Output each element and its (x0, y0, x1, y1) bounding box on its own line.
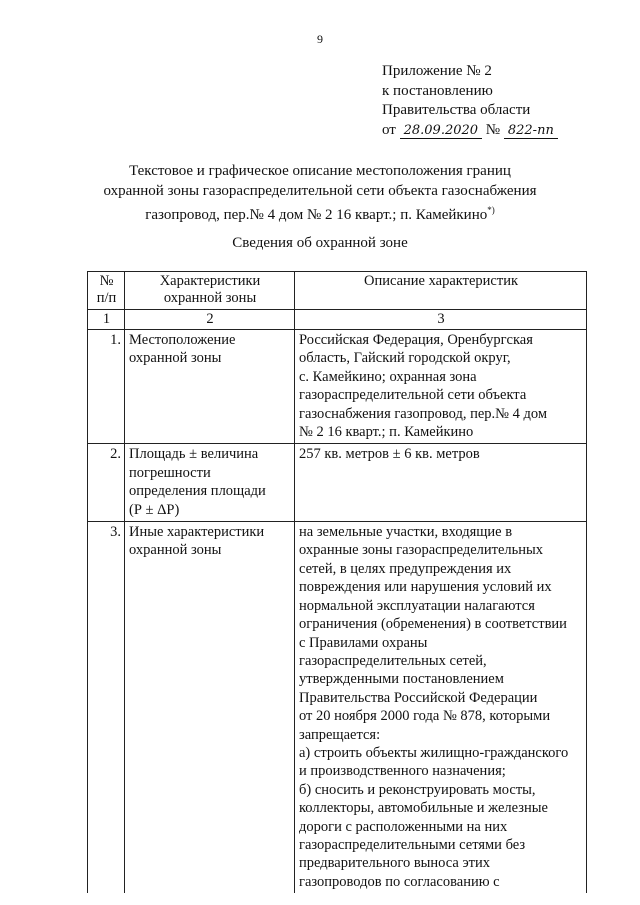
index-cell: 3 (295, 310, 587, 330)
cell-line: Площадь ± величина (129, 446, 259, 463)
header-line: № (99, 273, 114, 289)
table-header-row (88, 272, 587, 310)
cell-line: газораспределительной сети объекта (299, 387, 527, 404)
cell-line: с Правилами охраны (299, 634, 428, 651)
cell-line: определения площади (129, 483, 266, 500)
row-number: 2. (88, 444, 125, 522)
cell-line: погрешности (129, 464, 211, 481)
cell-line: предварительного выноса этих (299, 855, 491, 872)
page-number: 9 (317, 32, 323, 46)
description-cell (295, 444, 587, 522)
cell-line: Местоположение (129, 332, 236, 348)
cell-line: запрещается: (299, 726, 381, 743)
cell-line: с. Камейкино; охранная зона (299, 368, 477, 385)
appendix-line: Правительства области (382, 102, 531, 118)
characteristic-cell (125, 444, 295, 522)
number-sign: № (485, 121, 501, 138)
header-line: Характеристики (159, 273, 261, 289)
cell-line: область, Гайский городской округ, (299, 350, 511, 367)
cell-line: утвержденными постановлением (299, 671, 504, 688)
handwritten-number: 822-пп (504, 123, 558, 139)
cell-line: охранной зоны (129, 542, 222, 559)
row-number: 3. (88, 522, 125, 894)
cell-line: Российская Федерация, Оренбургская (299, 332, 533, 348)
table-index-row (88, 310, 587, 330)
appendix-block (382, 62, 558, 140)
cell-line: коллекторы, автомобильные и железные (299, 800, 548, 817)
title-line: охранной зоны газораспределительной сети объекта газоснабжения (103, 182, 537, 199)
cell-line: газораспределительными сетями без (299, 836, 526, 853)
cell-line: охранной зоны (129, 350, 222, 367)
cell-line: и производственного назначения; (299, 763, 506, 780)
title-line (40, 201, 600, 226)
cell-line: нормальной эксплуатации налагаются (299, 597, 535, 614)
header-line: п/п (96, 290, 117, 306)
title-line-text: газопровод, пер.№ 4 дом № 2 16 кварт.; п. Камейкино (145, 207, 488, 223)
appendix-date-line (382, 121, 558, 141)
cell-line: ограничения (обременения) в соответствии (299, 616, 567, 633)
header-line: охранной зоны (163, 290, 257, 306)
date-prefix: от (382, 121, 396, 138)
characteristic-cell (125, 522, 295, 894)
header-cell-characteristic (125, 272, 295, 310)
cell-line: Иные характеристики (129, 524, 265, 541)
cell-line: от 20 ноября 2000 года № 878, которыми (299, 708, 551, 725)
cell-line: 257 кв. метров ± 6 кв. метров (299, 446, 480, 463)
index-cell: 1 (88, 310, 125, 330)
cell-line: охранные зоны газораспределительных (299, 542, 544, 559)
cell-line: газораспределительных сетей, (299, 652, 487, 669)
cell-line: повреждения или нарушения условий их (299, 579, 552, 596)
title-line: Текстовое и графическое описание местоположения границ (129, 163, 511, 179)
cell-line: на земельные участки, входящие в (299, 524, 513, 541)
header-cell-description (295, 272, 587, 310)
appendix-line: к постановлению (382, 82, 493, 99)
handwritten-date: 28.09.2020 (400, 123, 482, 139)
zone-info-table (87, 271, 587, 893)
description-cell (295, 522, 587, 894)
cell-line: Правительства Российской Федерации (299, 689, 538, 706)
cell-line: дороги с расположенными на них (299, 818, 508, 835)
footnote-mark: *) (487, 205, 495, 215)
table-row (88, 330, 587, 444)
table-row (88, 522, 587, 894)
row-number: 1. (88, 330, 125, 444)
table-row (88, 444, 587, 522)
cell-line: б) сносить и реконструировать мосты, (299, 781, 536, 798)
cell-line: сетей, в целях предупреждения их (299, 560, 512, 577)
document-title (40, 162, 600, 226)
header-line: Описание характеристик (363, 273, 518, 289)
index-cell: 2 (125, 310, 295, 330)
section-subtitle: Сведения об охранной зоне (232, 235, 408, 251)
cell-line: газопроводов по согласованию с (299, 873, 500, 890)
cell-line: а) строить объекты жилищно-гражданского (299, 744, 569, 761)
cell-line: (Р ± ΔР) (129, 501, 180, 518)
appendix-line: Приложение № 2 (382, 63, 492, 79)
characteristic-cell (125, 330, 295, 444)
cell-line: газоснабжения газопровод, пер.№ 4 дом (299, 405, 548, 422)
cell-line: № 2 16 кварт.; п. Камейкино (299, 424, 474, 441)
description-cell (295, 330, 587, 444)
header-cell-number (88, 272, 125, 310)
